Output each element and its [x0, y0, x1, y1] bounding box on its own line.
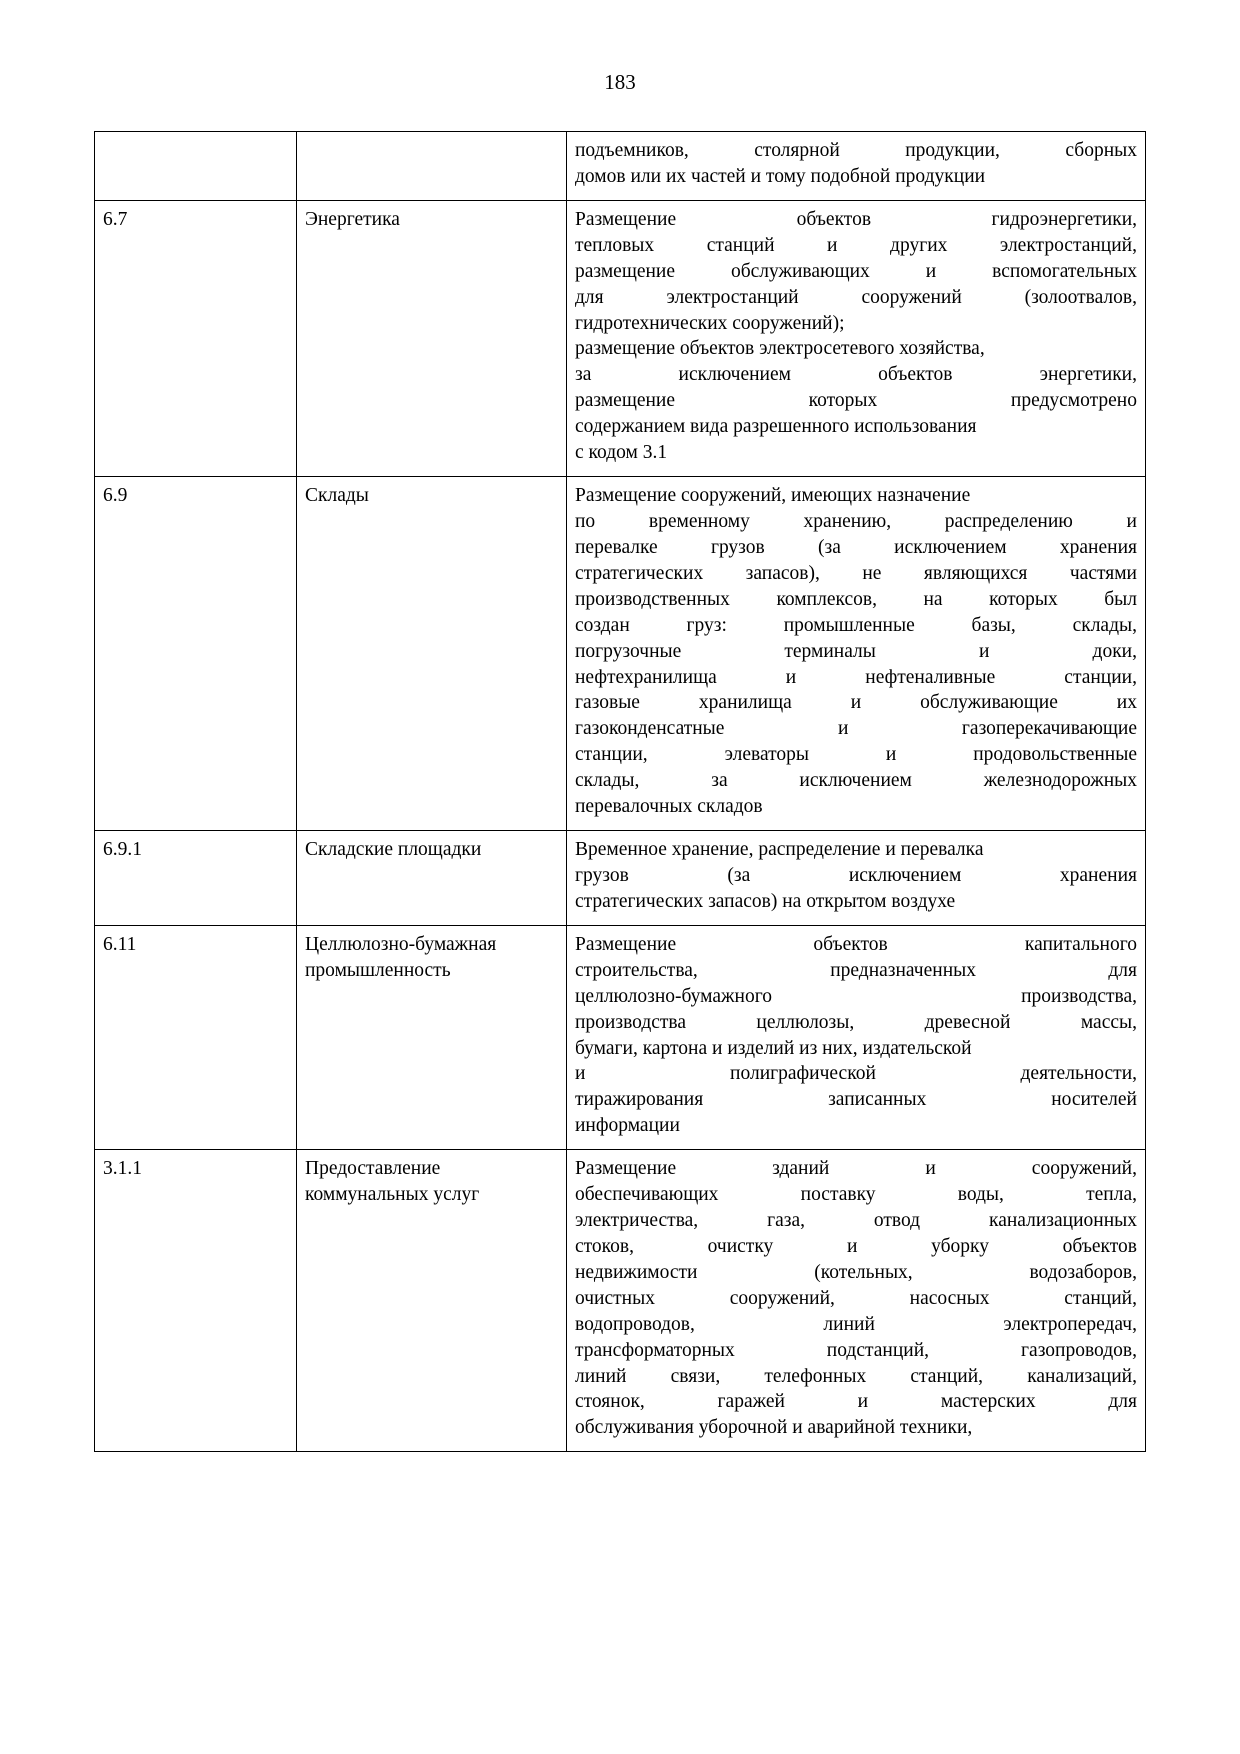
- desc-line: целлюлозно-бумажного производства,: [575, 985, 1137, 1007]
- desc-line: содержанием вида разрешенного использования: [575, 416, 977, 438]
- desc-line: создан груз: промышленные базы, склады,: [575, 614, 1137, 636]
- desc-line: перевалочных складов: [575, 796, 763, 818]
- desc-line: очистных сооружений, насосных станций,: [575, 1287, 1137, 1309]
- desc-line: производственных комплексов, на которых был: [575, 588, 1137, 610]
- desc-line: грузов (за исключением хранения: [575, 864, 1137, 886]
- cell-description: [567, 200, 1146, 476]
- cell-description: [567, 132, 1146, 201]
- table-row: [95, 477, 1146, 831]
- desc-line: Временное хранение, распределение и перевалка: [575, 839, 984, 861]
- cell-description: [567, 925, 1146, 1149]
- cell-name: Целлюлозно-бумажная промышленность: [297, 925, 567, 1149]
- cell-code: 6.7: [95, 200, 297, 476]
- cell-name: Энергетика: [297, 200, 567, 476]
- cell-code: 6.9.1: [95, 831, 297, 926]
- desc-line: для электростанций сооружений (золоотвалов,: [575, 286, 1137, 308]
- desc-line: обслуживания уборочной и аварийной техники,: [575, 1417, 973, 1439]
- cell-description: [567, 831, 1146, 926]
- desc-line: нефтехранилища и нефтеналивные станции,: [575, 666, 1137, 688]
- cell-code: 3.1.1: [95, 1150, 297, 1452]
- page-number: 183: [604, 70, 636, 94]
- desc-line: погрузочные терминалы и доки,: [575, 640, 1137, 662]
- desc-line: трансформаторных подстанций, газопроводов,: [575, 1339, 1137, 1361]
- desc-line: газовые хранилища и обслуживающие их: [575, 692, 1137, 714]
- desc-line: водопроводов, линий электропередач,: [575, 1313, 1137, 1335]
- cell-code: 6.11: [95, 925, 297, 1149]
- classifier-table: [94, 131, 1146, 1452]
- cell-name: Предоставление коммунальных услуг: [297, 1150, 567, 1452]
- cell-name: Складские площадки: [297, 831, 567, 926]
- table-row: [95, 831, 1146, 926]
- cell-name: [297, 132, 567, 201]
- cell-description: [567, 477, 1146, 831]
- desc-line: за исключением объектов энергетики,: [575, 364, 1137, 386]
- desc-line: информации: [575, 1115, 680, 1137]
- cell-description: [567, 1150, 1146, 1452]
- desc-line: подъемников, столярной продукции, сборных: [575, 140, 1137, 161]
- cell-code: [95, 132, 297, 201]
- desc-line: Размещение зданий и сооружений,: [575, 1158, 1137, 1180]
- desc-line: обеспечивающих поставку воды, тепла,: [575, 1184, 1137, 1206]
- desc-line: тепловых станций и других электростанций,: [575, 234, 1137, 256]
- desc-line: стратегических запасов), не являющихся частями: [575, 562, 1137, 584]
- table-row: [95, 200, 1146, 476]
- desc-line: размещение обслуживающих и вспомогательных: [575, 260, 1137, 282]
- table-row: [95, 1150, 1146, 1452]
- desc-line: Размещение сооружений, имеющих назначение: [575, 485, 971, 507]
- desc-line: и полиграфической деятельности,: [575, 1063, 1137, 1085]
- desc-line: гидротехнических сооружений);: [575, 312, 845, 334]
- desc-line: по временному хранению, распределению и: [575, 510, 1137, 532]
- desc-line: строительства, предназначенных для: [575, 959, 1137, 981]
- desc-line: Размещение объектов капитального: [575, 933, 1137, 955]
- desc-line: с кодом 3.1: [575, 442, 668, 464]
- desc-line: бумаги, картона и изделий из них, издательской: [575, 1037, 972, 1059]
- desc-line: газоконденсатные и газоперекачивающие: [575, 718, 1137, 740]
- desc-line: размещение которых предусмотрено: [575, 390, 1137, 412]
- desc-line: размещение объектов электросетевого хозяйства,: [575, 338, 985, 360]
- desc-line: производства целлюлозы, древесной массы,: [575, 1011, 1137, 1033]
- desc-line: станции, элеваторы и продовольственные: [575, 744, 1137, 766]
- desc-line: перевалке грузов (за исключением хранения: [575, 536, 1137, 558]
- table-row: [95, 925, 1146, 1149]
- cell-code: 6.9: [95, 477, 297, 831]
- desc-line: домов или их частей и тому подобной продукции: [575, 165, 986, 187]
- table-row: [95, 132, 1146, 201]
- desc-line: электричества, газа, отвод канализационных: [575, 1210, 1137, 1232]
- desc-line: склады, за исключением железнодорожных: [575, 770, 1137, 792]
- desc-line: недвижимости (котельных, водозаборов,: [575, 1261, 1137, 1283]
- desc-line: линий связи, телефонных станций, канализаций,: [575, 1365, 1137, 1387]
- desc-line: стоков, очистку и уборку объектов: [575, 1235, 1137, 1257]
- desc-line: стоянок, гаражей и мастерских для: [575, 1391, 1137, 1413]
- desc-line: стратегических запасов) на открытом воздухе: [575, 890, 956, 912]
- desc-line: Размещение объектов гидроэнергетики,: [575, 208, 1137, 230]
- cell-name: Склады: [297, 477, 567, 831]
- desc-line: тиражирования записанных носителей: [575, 1089, 1137, 1111]
